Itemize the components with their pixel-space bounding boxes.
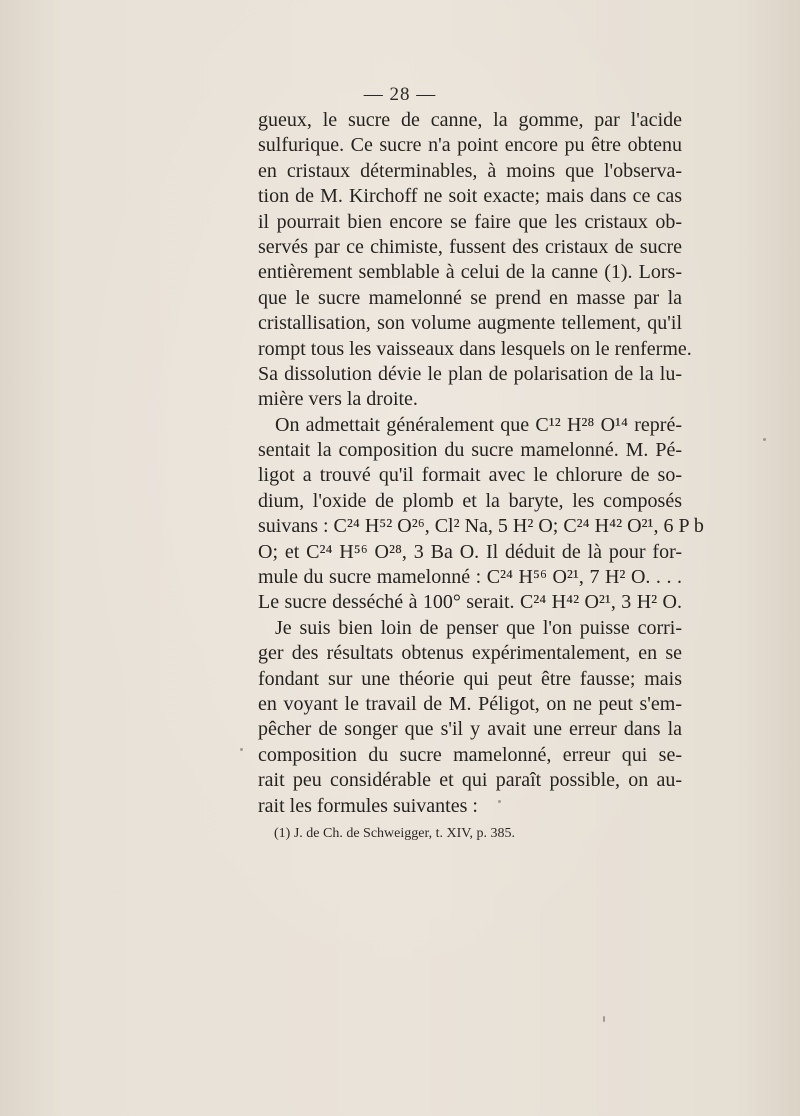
text-line: en cristaux déterminables, à moins que l'observa- (258, 159, 682, 182)
text-line: que le sucre mamelonné se prend en masse par la (258, 286, 682, 309)
text-line: Je suis bien loin de penser que l'on puisse corri- (275, 616, 682, 639)
text-line: entièrement semblable à celui de la canne (1). Lors- (258, 261, 682, 284)
text-line: il pourrait bien encore se faire que les cristaux ob- (258, 210, 682, 233)
text-line: dium, l'oxide de plomb et la baryte, les composés (258, 489, 682, 512)
text-line: rait les formules suivantes : (258, 794, 478, 817)
text-line: ligot a trouvé qu'il formait avec le chlorure de so- (258, 464, 682, 487)
text-line: gueux, le sucre de canne, la gomme, par l'acide (258, 109, 682, 131)
text-line: O; et C²⁴ H⁵⁶ O²⁸, 3 Ba O. Il déduit de là pour for- (258, 540, 682, 563)
text-line: en voyant le travail de M. Péligot, on ne peut s'em- (258, 692, 682, 715)
text-line: rait peu considérable et qui paraît possible, on au- (258, 769, 682, 792)
text-line: rompt tous les vaisseaux dans lesquels on le renferme. (258, 337, 692, 360)
text-line: mule du sucre mamelonné : C²⁴ H⁵⁶ O²¹, 7 H² O. . . . (258, 566, 682, 589)
text-line: servés par ce chimiste, fussent des cristaux de sucre (258, 235, 682, 258)
page-number: — 28 — (363, 84, 437, 105)
text-line: suivans : C²⁴ H⁵² O²⁶, Cl² Na, 5 H² O; C²⁴ H⁴² O²¹, 6 P b (258, 515, 704, 538)
text-line: fondant sur une théorie qui peut être fausse; mais (258, 667, 682, 690)
text-line: pêcher de songer que s'il y avait une erreur dans la (258, 718, 682, 741)
text-line: cristallisation, son volume augmente tellement, qu'il (258, 312, 682, 335)
text-line: On admettait généralement que C¹² H²⁸ O¹⁴ repré- (275, 413, 682, 436)
paper-speck (603, 1016, 605, 1022)
text-line: ger des résultats obtenus expérimentalement, en se (258, 642, 682, 665)
text-line: mière vers la droite. (258, 388, 418, 411)
text-line: Sa dissolution dévie le plan de polarisation de la lu- (258, 362, 682, 385)
paper-speck (498, 800, 501, 803)
paper-speck (763, 438, 766, 441)
text-line: composition du sucre mamelonné, erreur qui se- (258, 743, 682, 766)
text-line: Le sucre desséché à 100° serait. C²⁴ H⁴² O²¹, 3 H² O. (258, 591, 682, 614)
text-line: sulfurique. Ce sucre n'a point encore pu être obtenu (258, 134, 682, 157)
body-text (258, 108, 704, 819)
text-line: sentait la composition du sucre mamelonné. M. Pé- (258, 439, 682, 462)
paper-speck (240, 748, 243, 751)
footnote: (1) J. de Ch. de Schweigger, t. XIV, p. 385. (274, 826, 516, 841)
text-line: tion de M. Kirchoff ne soit exacte; mais dans ce cas (258, 185, 682, 208)
